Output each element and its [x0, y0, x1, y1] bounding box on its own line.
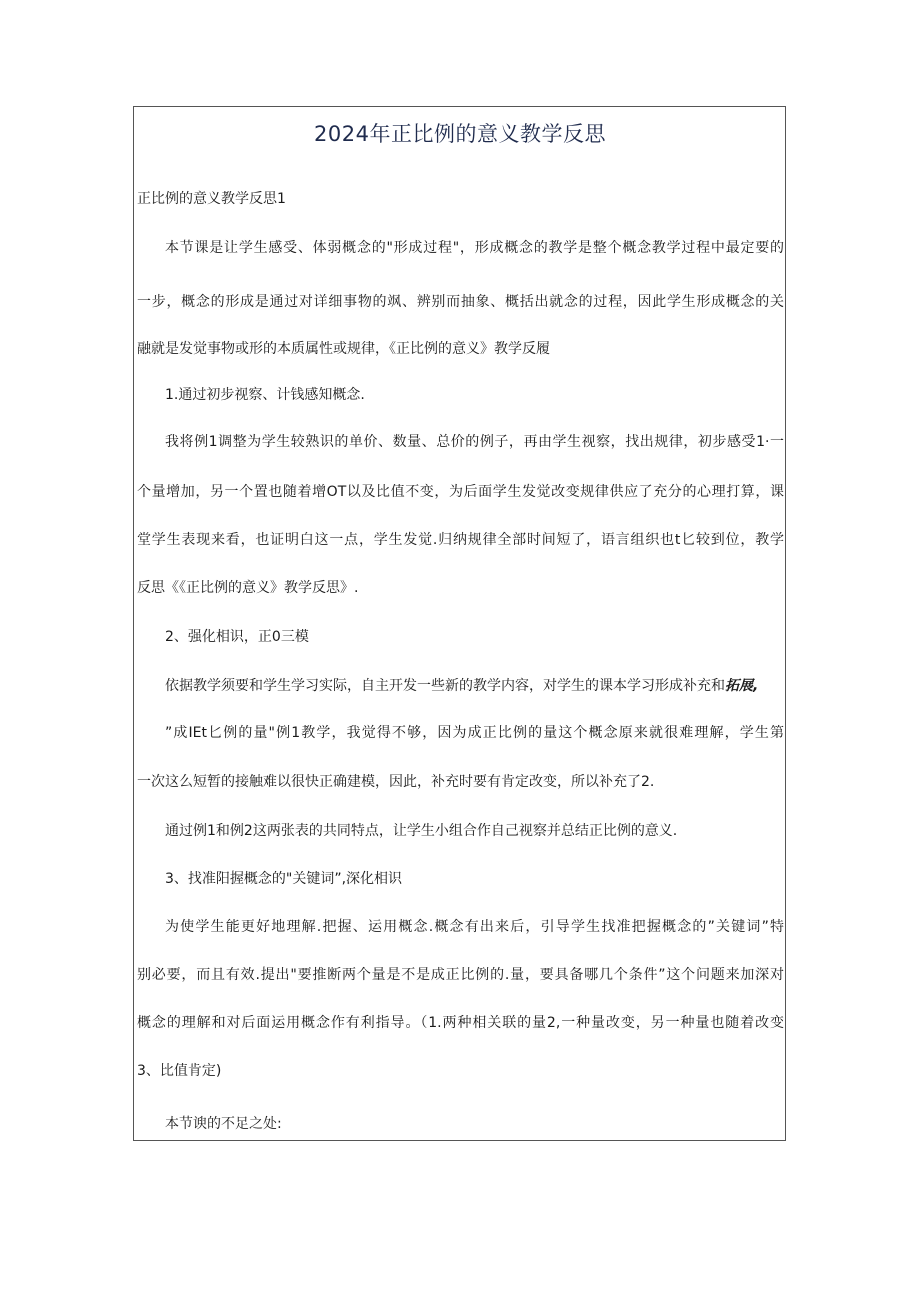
paragraph-line: 一步，概念的形成是通过对详细事物的飒、辨别而抽象、概括出就念的过程，因此学生形成概念的关 [137, 294, 784, 310]
paragraph-line: 个量增加，另一个置也随着增OT以及比值不变，为后面学生发觉改变规律供应了充分的心理打算，课 [137, 484, 784, 500]
paragraph-line: 本节课是让学生感受、体弱概念的"形成过程"，形成概念的教学是整个概念教学过程中最定要的 [165, 240, 784, 256]
paragraph-line: 我将例1调整为学生较熟识的单价、数量、总价的例子，再由学生视察，找出规律，初步感受1·一 [165, 434, 784, 450]
emphasis-text: 拓展, [725, 678, 759, 694]
point-heading-3: 3、找准阳握概念的"关键词”,深化相识 [165, 871, 403, 887]
paragraph-line: 别必要，而且有效.提出"要推断两个量是不是成正比例的.量，要具备哪几个条件”这个问题来加深对 [137, 967, 784, 983]
paragraph-line: ”成IEt匕例的量"例1教学，我觉得不够，因为成正比例的量这个概念原来就很难理解，学生第 [165, 725, 784, 741]
point-heading-1: 1.通过初步视察、计钱感知概念. [165, 387, 365, 403]
paragraph-line: 融就是发觉事物或形的本质属性或规律，《正比例的意义》教学反履 [137, 341, 550, 357]
document-frame [133, 106, 786, 1141]
paragraph-line: 本节谀的不足之处: [165, 1116, 282, 1132]
section-heading: 正比例的意义教学反思1 [137, 191, 286, 207]
paragraph-line: 为使学生能更好地理解.把握、运用概念.概念有出来后，引导学生找准把握概念的”关键词”特 [165, 919, 784, 935]
paragraph-line: 堂学生表现来看，也证明白这一点，学生发觉.归纳规律全部时间短了，语言组织也t匕较到位，教学 [137, 532, 784, 548]
paragraph-text: 依据教学须要和学生学习实际，自主开发一些新的教学内容，对学生的课本学习形成补充和 [165, 678, 725, 694]
paragraph-line [165, 676, 784, 696]
paragraph-line: 反思《《正比例的意义》教学反思》. [137, 580, 359, 596]
document-title: 2024年正比例的意义教学反思 [314, 122, 606, 146]
paragraph-line: 概念的理解和对后面运用概念作有利指导。（1.两种相关联的量2,一种量改变，另一种量也随着改变 [137, 1015, 784, 1031]
paragraph-line: 通过例1和例2这两张表的共同特点，让学生小组合作自己视察并总结正比例的意义. [165, 823, 678, 839]
point-heading-2: 2、强化相识，正0三模 [165, 629, 309, 645]
paragraph-line: 一次这么短暂的接触难以很快正确建模，因此，补充时要有肯定改变，所以补充了2. [137, 774, 655, 790]
paragraph-line: 3、比值肯定) [137, 1063, 222, 1079]
